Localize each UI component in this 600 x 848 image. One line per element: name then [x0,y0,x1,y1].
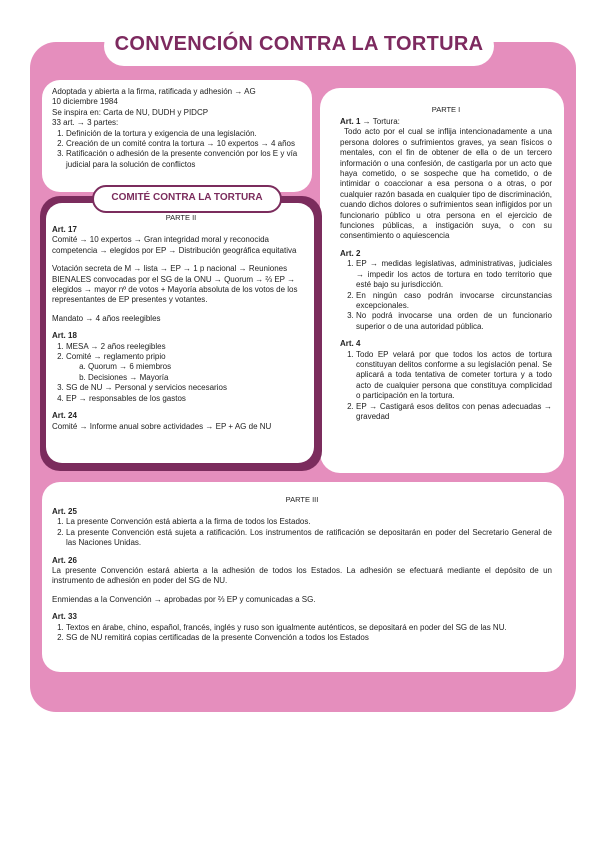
art25-list [52,517,552,548]
article-heading: Art. 33 [52,612,77,622]
art17-text: Mandato → 4 años reelegibles [52,313,161,323]
list-item: 1. EP → medidas legislativas, administrativas, judiciales → impedir los actos de tortura en todo territorio que esté bajo su jurisdicción. [356,259,552,290]
article-heading: Art. 18 [52,331,77,341]
part-heading: PARTE III [285,495,319,504]
list-item: 4. EP → responsables de los gastos [66,394,310,404]
article-heading: Art. 1 [340,117,361,126]
art4-list [340,350,552,423]
list-item: 3. No podrá invocarse una orden de un funcionario superior o de una autoridad pública. [356,311,552,332]
art17-text: Votación secreta de M → lista → EP → 1 p nacional → Reuniones BIENALES convocadas por el SG de la ONU → Quorum → ⅔ EP → elegidos → mayor nº de votos + Mayoría absoluta de los votos de los representantes de EP presentes y votantes. [52,264,298,305]
article-heading: Art. 26 [52,555,77,565]
art18-list [52,342,310,404]
art26-note: Enmiendas a la Convención → aprobadas por ⅔ EP y comunicadas a SG. [52,594,316,604]
list-item: 2. Creación de un comité contra la tortura → 10 expertos → 4 años [66,139,308,149]
intro-content [52,87,308,170]
list-item: 3. SG de NU → Personal y servicios necesarios [66,383,310,393]
page-title: CONVENCIÓN CONTRA LA TORTURA [114,33,484,55]
art24-text: Comité → Informe anual sobre actividades → EP + AG de NU [52,421,272,431]
list-item: 1. Textos en árabe, chino, español, francés, inglés y ruso son igualmente auténticos, se depositará en poder del SG de las NU. [66,623,552,633]
article-heading: Art. 2 [340,248,361,258]
article-heading: Art. 24 [52,411,77,421]
art33-list [52,623,552,644]
list-item: 1. La presente Convención está abierta a la firma de todos los Estados. [66,517,552,527]
art1-label: → Tortura: [360,117,400,126]
list-item: 1. MESA → 2 años reelegibles [66,342,310,352]
list-item: 2. SG de NU remitirá copias certificadas de la presente Convención a todos los Estados [66,633,552,643]
art18-sublist [66,362,310,383]
list-item: 2. En ningún caso podrán invocarse circunstancias excepcionales. [356,291,552,312]
intro-parts-list [52,129,308,171]
article-heading: Art. 4 [340,339,361,349]
intro-line: Se inspira en: Carta de NU, DUDH y PIDCP [52,107,209,117]
intro-line: Adoptada y abierta a la firma, ratificada y adhesión → AG [52,87,256,96]
list-item [66,352,310,383]
list-item: a. Quorum → 6 miembros [88,362,310,372]
list-item: 2. EP → Castigará esos delitos con penas adecuadas → gravedad [356,402,552,423]
list-item: 1. Todo EP velará por que todos los actos de tortura constituyan delitos conforme a su legislación penal. Se aplicará a toda tentativa de cometer tortura y a todo acto de cualquier persona que constituya complicidad o participación en la tortura. [356,350,552,402]
article-heading: Art. 25 [52,507,77,516]
art17-text: Comité → 10 expertos → Gran integridad moral y reconocida competencia → elegidos por EP → Distribución geográfica equitativa [52,235,297,255]
list-item-label: Comité → reglamento pripio [66,352,166,362]
art26-text: La presente Convención estará abierta a la adhesión de todos los Estados. La adhesión se efectuará mediante el depósito de un instrumento de adhesión en poder del SG de NU. [52,566,552,586]
intro-line: 33 art. → 3 partes: [52,118,119,128]
art1-text: Todo acto por el cual se inflija intencionadamente a una persona dolores o sufrimientos graves, ya sean físicos o mentales, con el fin de obtener de ella o de un tercero información o una confesión, de castigarla por un acto que haya cometido, o se sospeche que ha cometido, o de intimidar o coaccionar a esa persona o a otras, o por cualquier razón basada en cualquier tipo de discriminación, cuando dichos dolores o sufrimientos sean infligidos por un funcionario público u otra persona en el ejercicio de funciones públicas, a instigación suya, o con su consentimiento o aquiescencia [340,127,552,241]
comite-title: COMITÉ CONTRA LA TORTURA [111,192,263,203]
art1-line [340,117,552,127]
comite-content [52,213,310,432]
parte1-content [340,105,552,422]
part-heading: PARTE II [165,213,197,222]
list-item: b. Decisiones → Mayoría [88,373,310,383]
article-heading: Art. 17 [52,225,77,234]
intro-line: 10 diciembre 1984 [52,97,118,107]
list-item: 3. Ratificación o adhesión de la presente convención por los E y vía judicial para la solución de conflictos [66,149,308,170]
art2-list [340,259,552,332]
part-heading: PARTE I [431,105,461,114]
list-item: 1. Definición de la tortura y exigencia de una legislación. [66,129,308,139]
list-item: 2. La presente Convención está sujeta a ratificación. Los instrumentos de ratificación se depositarán en poder del Secretario General de las Naciones Unidas. [66,528,552,549]
parte3-content [52,495,552,643]
